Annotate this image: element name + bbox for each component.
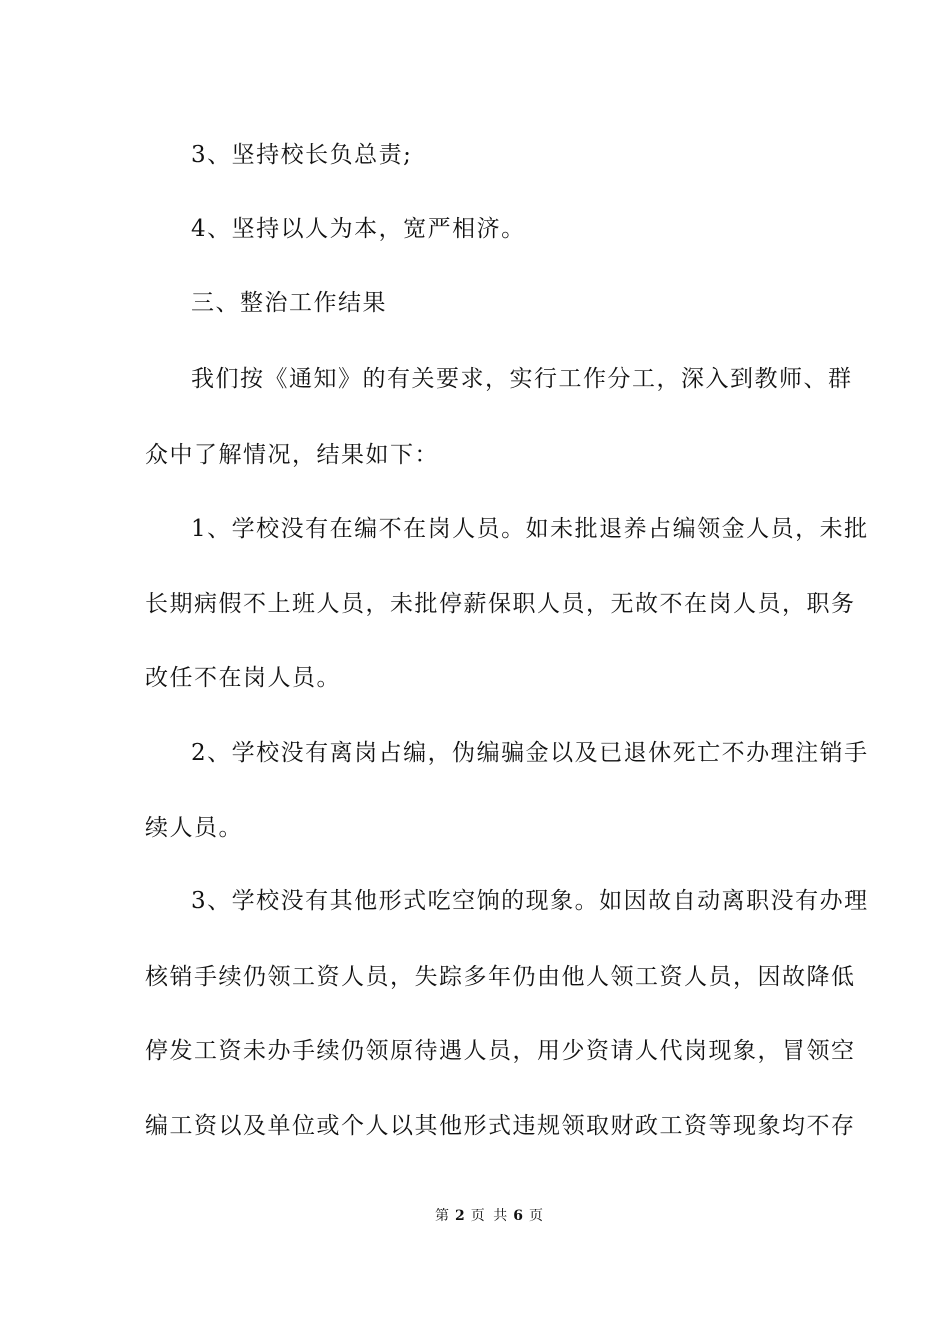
text-line: 3、坚持校长负总责;	[191, 142, 413, 168]
text-line: 核销手续仍领工资人员，失踪多年仍由他人领工资人员，因故降低	[145, 964, 856, 990]
footer-middle: 页 共	[470, 1208, 510, 1224]
total-pages-number: 6	[513, 1208, 525, 1224]
current-page-number: 2	[455, 1208, 467, 1224]
footer-suffix: 页	[528, 1208, 545, 1224]
text-line: 停发工资未办手续仍领原待遇人员，用少资请人代岗现象，冒领空	[145, 1038, 856, 1064]
text-line: 1、学校没有在编不在岗人员。如未批退养占编领金人员，未批	[191, 516, 869, 542]
text-line: 众中了解情况，结果如下：	[145, 442, 439, 468]
text-line: 续人员。	[145, 815, 243, 841]
text-line: 3、学校没有其他形式吃空饷的现象。如因故自动离职没有办理	[191, 888, 869, 914]
section-heading: 三、整治工作结果	[191, 290, 387, 316]
page-footer	[0, 1206, 950, 1226]
text-line: 长期病假不上班人员，未批停薪保职人员，无故不在岗人员，职务	[145, 591, 856, 617]
text-line: 2、学校没有离岗占编，伪编骗金以及已退休死亡不办理注销手	[191, 740, 869, 766]
text-line: 编工资以及单位或个人以其他形式违规领取财政工资等现象均不存	[145, 1113, 856, 1139]
text-line: 4、坚持以人为本，宽严相济。	[191, 216, 526, 242]
footer-prefix: 第	[435, 1208, 452, 1224]
text-line: 改任不在岗人员。	[145, 665, 341, 691]
text-line: 我们按《通知》的有关要求，实行工作分工，深入到教师、群	[191, 366, 853, 392]
